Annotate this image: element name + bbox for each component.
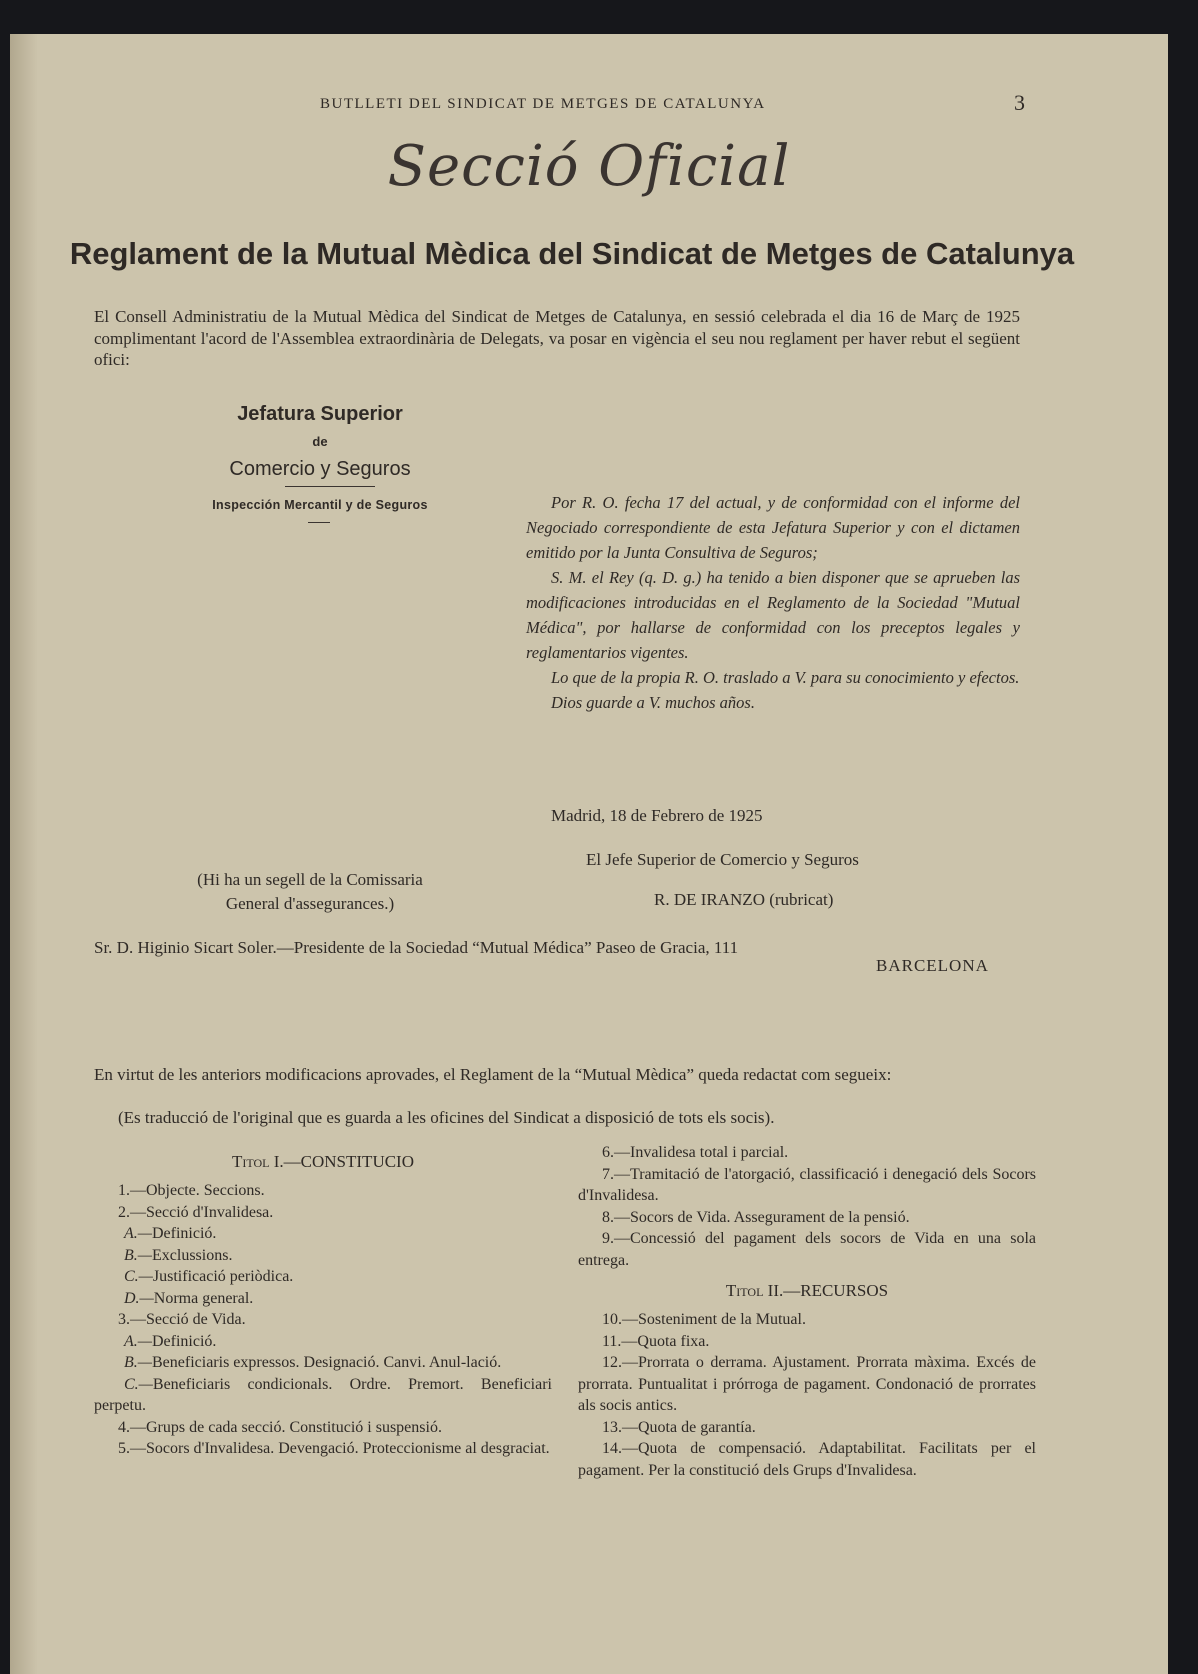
- outline-item-number: 11.—: [602, 1332, 638, 1350]
- outline-item-text: Norma general.: [153, 1289, 254, 1307]
- outline-item: [94, 1438, 552, 1460]
- main-title: Reglament de la Mutual Mèdica del Sindicat de Metges de Catalunya: [69, 236, 1075, 271]
- outline-item-number: 12.—: [602, 1354, 638, 1371]
- outline-item: [578, 1207, 1036, 1229]
- outline-item-number: 10.—: [602, 1311, 638, 1328]
- outline-item-number: 8.—: [602, 1208, 630, 1226]
- right-item-list-b: [578, 1309, 1036, 1481]
- outline-item-number: 7.—: [602, 1165, 630, 1183]
- page-number: 3: [1014, 90, 1025, 115]
- outline-item-number: B.—: [124, 1246, 152, 1264]
- outline-item: [578, 1142, 1036, 1164]
- outline-item-text: Quota de compensació. Adaptabilitat. Facilitats per el pagament. Per la constitució dels Grups d'Invalidesa.: [578, 1440, 1036, 1479]
- outline-item: [578, 1331, 1036, 1353]
- outline-item: [578, 1228, 1036, 1271]
- outline-item-text: Objecte. Seccions.: [146, 1182, 265, 1199]
- outline-item-text: Invalidesa total i parcial.: [630, 1144, 789, 1161]
- outline-item: [578, 1309, 1036, 1331]
- letterhead-line-4: Inspección Mercantil y de Seguros: [212, 498, 428, 512]
- left-column: [94, 1152, 552, 1460]
- outline-item-number: 5.—: [118, 1440, 146, 1457]
- left-item-list: [94, 1180, 552, 1460]
- seal-note: (Hi ha un segell de la Comissaria General d'assegurances.): [197, 870, 423, 913]
- outline-item-text: Justificació periòdica.: [152, 1268, 294, 1285]
- outline-item-text: Socors d'Invalidesa. Devengació. Proteccionisme al desgraciat.: [146, 1440, 550, 1457]
- outline-item-number: 9.—: [602, 1230, 630, 1247]
- outline-item: [94, 1202, 552, 1224]
- outline-item-number: 1.—: [118, 1182, 146, 1199]
- translation-note: (Es traducció de l'original que es guarda a les oficines del Sindicat a disposició de tots els socis).: [118, 1108, 775, 1127]
- letterhead-line-1: Jefatura Superior: [237, 403, 403, 425]
- outline-item-text: Beneficiaris expressos. Designació. Canvi. Anul-lació.: [152, 1354, 502, 1371]
- signature: R. DE IRANZO (rubricat): [654, 890, 834, 909]
- outline-item-text: Secció d'Invalidesa.: [146, 1203, 274, 1221]
- outline-item-text: Definició.: [152, 1332, 217, 1350]
- outline-item-number: 2.—: [118, 1203, 146, 1221]
- outline-item-number: C.—: [124, 1375, 153, 1393]
- intro-paragraph: El Consell Administratiu de la Mutual Mèdica del Sindicat de Metges de Catalunya, en sessió celebrada el dia 16 de Març de 1925 complimentant l'acord de l'Assemblea extraordinària de Delegats, va posar en vigència el seu nou reglament per haver rebut el següent ofici:: [94, 307, 1020, 369]
- addressee: Sr. D. Higinio Sicart Soler.—Presidente de la Sociedad “Mutual Médica” Paseo de Gracia, 111: [94, 938, 739, 957]
- outline-item-number: 4.—: [118, 1418, 146, 1436]
- outline-item: [578, 1164, 1036, 1207]
- outline-item: [94, 1309, 552, 1331]
- outline-item: [578, 1417, 1036, 1439]
- outline-item: [94, 1288, 552, 1310]
- royal-order-paragraph: S. M. el Rey (q. D. g.) ha tenido a bien disponer que se aprueben las modificaciones introducidas en el Reglamento de la Sociedad "Mutual Médica", por hallarse de conformidad con los preceptos legales y reglamentarios vigentes.: [526, 568, 1020, 662]
- outline-item-number: 3.—: [118, 1311, 146, 1328]
- royal-order-paragraph: Por R. O. fecha 17 del actual, y de conformidad con el informe del Negociado correspondiente de esta Jefatura Superior y con el dictamen emitido por la Junta Consultiva de Seguros;: [526, 493, 1020, 562]
- outline-item-number: 14.—: [602, 1440, 638, 1457]
- outline-item: [578, 1352, 1036, 1417]
- date-line: Madrid, 18 de Febrero de 1925: [551, 806, 763, 825]
- journal-page: [10, 34, 1168, 1674]
- outline-item-text: Prorrata o derrama. Ajustament. Prorrata màxima. Excés de prorrata. Puntualitat i prórroga de pagament. Condonació de prorrates als socis antics.: [578, 1354, 1036, 1414]
- outline-item-number: D.—: [124, 1289, 154, 1307]
- signatory-title: El Jefe Superior de Comercio y Seguros: [586, 850, 859, 869]
- royal-order-paragraph: Dios guarde a V. muchos años.: [551, 693, 755, 712]
- outline-item-number: 6.—: [602, 1144, 630, 1161]
- outline-item-number: C.—: [124, 1268, 153, 1285]
- outline-item: [578, 1438, 1036, 1481]
- title-2-heading: [578, 1281, 1036, 1301]
- outline-item-text: Sosteniment de la Mutual.: [638, 1311, 806, 1328]
- running-header: BUTLLETI DEL SINDICAT DE METGES DE CATALUNYA: [320, 96, 766, 112]
- royal-order-text: [526, 490, 1020, 715]
- addressee-city: BARCELONA: [876, 956, 989, 975]
- outline-item-number: B.—: [124, 1354, 152, 1371]
- outline-item-text: Secció de Vida.: [146, 1311, 246, 1328]
- outline-item: [94, 1245, 552, 1267]
- outline-item-text: Quota de garantía.: [638, 1418, 756, 1436]
- title-1-heading: [94, 1152, 552, 1172]
- letterhead-line-3: Comercio y Seguros: [229, 458, 411, 480]
- title-label: Titol: [725, 1281, 764, 1300]
- section-title: Secció Oficial: [387, 134, 791, 199]
- outline-item-text: Socors de Vida. Assegurament de la pensió.: [630, 1208, 910, 1226]
- outline-item: [94, 1352, 552, 1374]
- outline-item-number: 13.—: [602, 1418, 638, 1436]
- outline-item-text: Exclussions.: [152, 1246, 233, 1264]
- title-text: I.—CONSTITUCIO: [273, 1152, 414, 1171]
- outline-item-text: Beneficiaris condicionals. Ordre. Premort. Beneficiari perpetu.: [94, 1375, 552, 1414]
- outline-item-text: Grups de cada secció. Constitució i suspensió.: [146, 1418, 442, 1436]
- right-column: [578, 1142, 1036, 1481]
- right-item-list-a: [578, 1142, 1036, 1271]
- title-label: Titol: [232, 1152, 270, 1171]
- letterhead-short-divider: [308, 522, 330, 523]
- outline-item: [94, 1266, 552, 1288]
- outline-item-text: Tramitació de l'atorgació, classificació i denegació dels Socors d'Invalidesa.: [578, 1165, 1036, 1204]
- outline-item: [94, 1417, 552, 1439]
- royal-order-paragraph: Lo que de la propia R. O. traslado a V. para su conocimiento y efectos.: [551, 668, 1020, 687]
- outline-item-text: Quota fixa.: [637, 1332, 710, 1350]
- paragraph-virtut: En virtut de les anteriors modificacions aprovades, el Reglament de la “Mutual Mèdica” queda redactat com segueix:: [94, 1065, 892, 1084]
- outline-item-text: Concessió del pagament dels socors de Vida en una sola entrega.: [578, 1230, 1036, 1269]
- outline-item: [94, 1180, 552, 1202]
- outline-item: [94, 1223, 552, 1245]
- letterhead-line-2: de: [312, 434, 328, 449]
- outline-item-number: A.—: [124, 1225, 152, 1242]
- outline-item-text: Definició.: [152, 1225, 217, 1242]
- outline-item: [94, 1374, 552, 1417]
- title-text: II.—RECURSOS: [767, 1281, 889, 1300]
- outline-item: [94, 1331, 552, 1353]
- outline-item-number: A.—: [124, 1332, 152, 1350]
- letterhead-divider: [285, 486, 375, 487]
